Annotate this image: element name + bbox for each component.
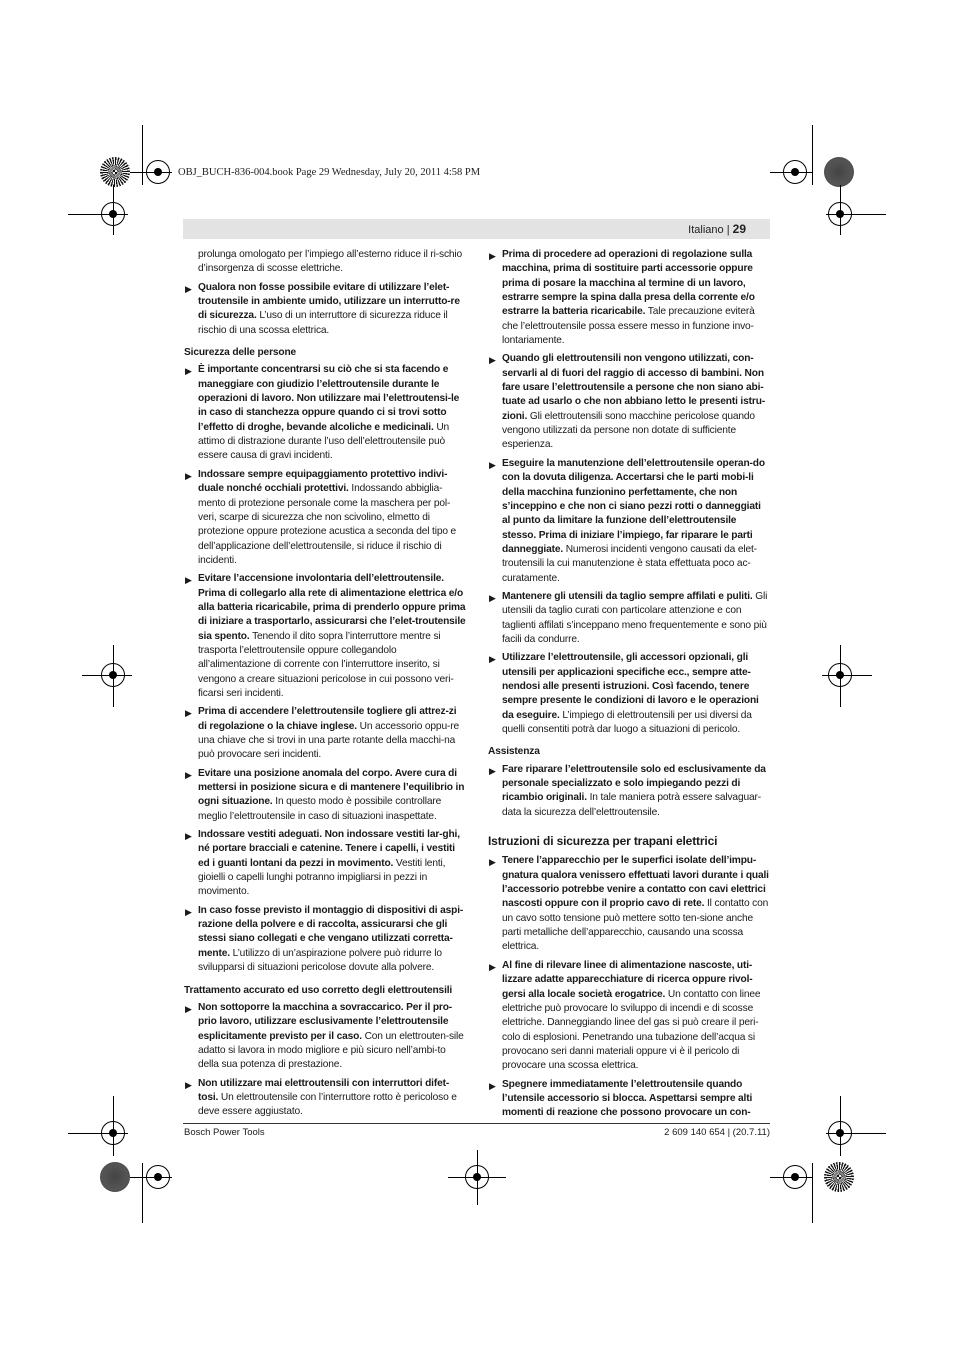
bullet-arrow-icon: ▶: [489, 1080, 496, 1091]
safety-item: ▶ Indossare vestiti adeguati. Non indossare vestiti lar-ghi, né portare bracciali e catenine. Tenere i capelli, i vestiti ed i guanti lontani da pezzi in movimento. Vestiti lenti, gioielli o capelli lunghi potranno impigliarsi in pezzi in movimento.: [185, 829, 460, 898]
bullet-arrow-icon: ▶: [489, 251, 496, 261]
paragraph: prolunga omologato per l’impiego all’esterno riduce il ri-schio d’insorgenza di scosse elettriche.: [198, 249, 463, 275]
safety-item: ▶ Evitare l’accensione involontaria dell’elettroutensile. Prima di collegarlo alla rete di alimentazione elettrica e/o alla batteria ricaricabile, prima di prenderlo oppure prima di iniziare a trasportarlo, assicurarsi che l’elet-troutensile sia spento. Tenendo il dito sopra l’interruttore mentre si trasporta l’elettroutensile oppure collegandolo all’alimentazione di corrente con l’interruttore inserito, si vengono a creare situazioni pericolose in cui possono veri-ficarsi seri incidenti.: [185, 573, 466, 699]
bullet-arrow-icon: ▶: [185, 470, 192, 481]
safety-item: ▶ Non sottoporre la macchina a sovraccarico. Per il pro-prio lavoro, utilizzare esclusivamente l’elettroutensile esplicitamente previsto per il caso. Con un elettrouten-sile adatto si lavora in modo migliore e più sicuro nell’ambi-to della sua potenza di prestazione.: [185, 1001, 464, 1071]
bullet-arrow-icon: ▶: [185, 831, 192, 842]
right-column: [488, 248, 770, 1125]
page-header: [183, 219, 770, 239]
bullet-arrow-icon: ▶: [185, 366, 192, 377]
bullet-arrow-icon: ▶: [185, 1079, 192, 1090]
safety-item: ▶ Spegnere immediatamente l’elettroutensile quando l’utensile accessorio si blocca. Aspettarsi sempre alti momenti di reazione che possono provocare un con-: [489, 1078, 753, 1119]
safety-item: ▶ Tenere l’apparecchio per le superfici isolate dell’impu-gnatura qualora venissero effettuati lavori durante i quali l’accessorio potrebbe venire a contatto con cavi elettrici nascosti oppure con il proprio cavo di rete. Il contatto con un cavo sotto tensione può mettere sotto ten-sione anche parti metalliche dell’apparecchio, causando una scossa elettrica.: [489, 855, 769, 953]
bullet-arrow-icon: ▶: [185, 283, 192, 294]
safety-item: ▶ È importante concentrarsi su ciò che si sta facendo e maneggiare con giudizio l’elettroutensile durante le operazioni di lavoro. Non utilizzare mai l’elettroutensi-le in caso di stanchezza oppure quando ci si trovi sotto l’effetto di droghe, bevande alcoliche e medicinali. Un attimo di distrazione durante l’uso dell’elettroutensile può essere causa di gravi incidenti.: [185, 364, 460, 462]
safety-item: ▶ Quando gli elettroutensili non vengono utilizzati, con-servarli al di fuori del raggio di accesso di bambini. Non fare usare l’elettroutensile a persone che non siano abi-tuate ad usarlo o che non abbiano letto le presenti istru-zioni. Gli elettroutensili sono macchine pericolose quando vengono utilizzati da persone non dotate di sufficiente esperienza.: [489, 353, 766, 451]
footer-doc-number: 2 609 140 654 | (20.7.11): [664, 1127, 770, 1138]
section-heading: Sicurezza delle persone: [184, 347, 297, 359]
bullet-arrow-icon: ▶: [185, 906, 192, 917]
safety-item: ▶ Indossare sempre equipaggiamento protettivo indivi-duale nonché occhiali protettivi. Indossando abbiglia-mento di protezione personale come la maschera per pol-veri, scarpe di sicurezza che non scivolino, elmetto di protezione oppure protezione acustica a seconda del tipo e dell’applicazione dell’elettroutensile, si riduce il rischio di incidenti.: [185, 468, 457, 566]
bullet-arrow-icon: ▶: [489, 459, 496, 470]
bullet-arrow-icon: ▶: [489, 654, 496, 665]
safety-item: ▶ Qualora non fosse possibile evitare di utilizzare l’elet-troutensile in ambiente umido, utilizzare un interrutto-re di sicurezza. L’uso di un interruttore di sicurezza riduce il rischio di una scossa elettrica.: [185, 281, 460, 336]
safety-item: ▶ Evitare una posizione anomala del corpo. Avere cura di mettersi in posizione sicura e di mantenere l’equilibrio in ogni situazione. In questo modo è possibile controllare meglio l’elettroutensile in caso di situazioni inaspettate.: [185, 767, 465, 822]
safety-item: ▶ Eseguire la manutenzione dell’elettroutensile operan-do con la dovuta diligenza. Accertarsi che le parti mobi-li della macchina funzionino perfettamente, che non s’inceppino e che non ci siano pezzi rotti o danneggiati al punto da limitare la funzione dell’elettroutensile stesso. Prima di iniziare l’impiego, far riparare le parti danneggiate. Numerosi incidenti vengono causati da elet-troutensili la cui manutenzione è stata effettuata poco ac-curatamente.: [489, 457, 765, 584]
page-number: 29: [732, 222, 746, 236]
registration-mark-icon: [824, 157, 854, 187]
bullet-arrow-icon: ▶: [185, 769, 192, 780]
bullet-arrow-icon: ▶: [489, 355, 496, 366]
left-column: [184, 248, 466, 1124]
safety-item: ▶ Prima di procedere ad operazioni di regolazione sulla macchina, prima di sostituire parti accessorie oppure prima di posare la macchina al termine di un lavoro, estrarre sempre la spina dalla presa della corrente e/o estrarre la batteria ricaricabile. Tale precauzione eviterà che l’elettroutensile possa essere messo in funzione invo-lontariamente.: [489, 249, 755, 347]
section-heading: Assistenza: [488, 746, 540, 758]
bullet-arrow-icon: ▶: [489, 961, 496, 972]
bullet-arrow-icon: ▶: [185, 708, 192, 719]
header-language: Italiano: [688, 224, 724, 236]
safety-item: ▶ In caso fosse previsto il montaggio di dispositivi di aspi-razione della polvere e di raccolta, assicurarsi che gli stessi siano collegati e che vengano utilizzati corretta-mente. L’utilizzo di un’aspirazione polvere può ridurre lo svilupparsi di situazioni pericolose dovute alla polvere.: [185, 904, 464, 974]
footer-brand: Bosch Power Tools: [184, 1127, 265, 1138]
header-label: Italiano | 29: [688, 222, 746, 236]
bullet-arrow-icon: ▶: [489, 857, 496, 868]
safety-item: ▶ Prima di accendere l’elettroutensile togliere gli attrez-zi di regolazione o la chiave inglese. Un accessorio oppu-re una chiave che si trovi in una parte rotante della macchi-na può provocare seri incidenti.: [185, 706, 459, 761]
safety-item: ▶ Non utilizzare mai elettroutensili con interruttori difet-tosi. Un elettroutensile con l’interruttore rotto è pericoloso e deve essere aggiustato.: [185, 1077, 457, 1118]
section-title: Istruzioni di sicurezza per trapani elettrici: [488, 834, 718, 849]
bullet-arrow-icon: ▶: [185, 1003, 192, 1014]
print-info-line: OBJ_BUCH-836-004.book Page 29 Wednesday, July 20, 2011 4:58 PM: [178, 167, 481, 178]
registration-mark-icon: [824, 1162, 854, 1192]
registration-mark-icon: [100, 157, 130, 187]
bullet-arrow-icon: ▶: [489, 592, 496, 603]
bullet-arrow-icon: ▶: [489, 765, 496, 776]
safety-item: ▶ Al fine di rilevare linee di alimentazione nascoste, uti-lizzare adatte apparecchiature di ricerca oppure rivol-gersi alla locale società erogatrice. Un contatto con linee elettriche può provocare lo sviluppo di incendi e di scosse elettriche. Danneggiando linee del gas si può creare il peri-colo di esplosioni. Penetrando una tubazione dell’acqua si provocano seri danni materiali oppure vi è il pericolo di provocare una scossa elettrica.: [489, 959, 761, 1072]
safety-item: ▶ Mantenere gli utensili da taglio sempre affilati e puliti. Gli utensili da taglio curati con particolare attenzione e con taglienti affilati s’inceppano meno frequentemente e sono più facili da condurre.: [489, 590, 768, 645]
section-heading: Trattamento accurato ed uso corretto degli elettroutensili: [184, 984, 453, 996]
footer-divider: [183, 1123, 770, 1124]
bullet-arrow-icon: ▶: [185, 575, 192, 586]
safety-item: ▶ Utilizzare l’elettroutensile, gli accessori opzionali, gli utensili per applicazioni specifiche ecc., sempre atte-nendosi alle presenti istruzioni. Così facendo, tenere sempre presente le condizioni di lavoro e le operazioni da eseguire. L’impiego di elettroutensili per usi diversi da quelli consentiti potrà dar luogo a situazioni di pericolo.: [489, 652, 759, 735]
safety-item: ▶ Fare riparare l’elettroutensile solo ed esclusivamente da personale specializzato e solo impiegando pezzi di ricambio originali. In tale maniera potrà essere salvaguar-data la sicurezza dell’elettroutensile.: [489, 763, 766, 818]
registration-mark-icon: [100, 1162, 130, 1192]
